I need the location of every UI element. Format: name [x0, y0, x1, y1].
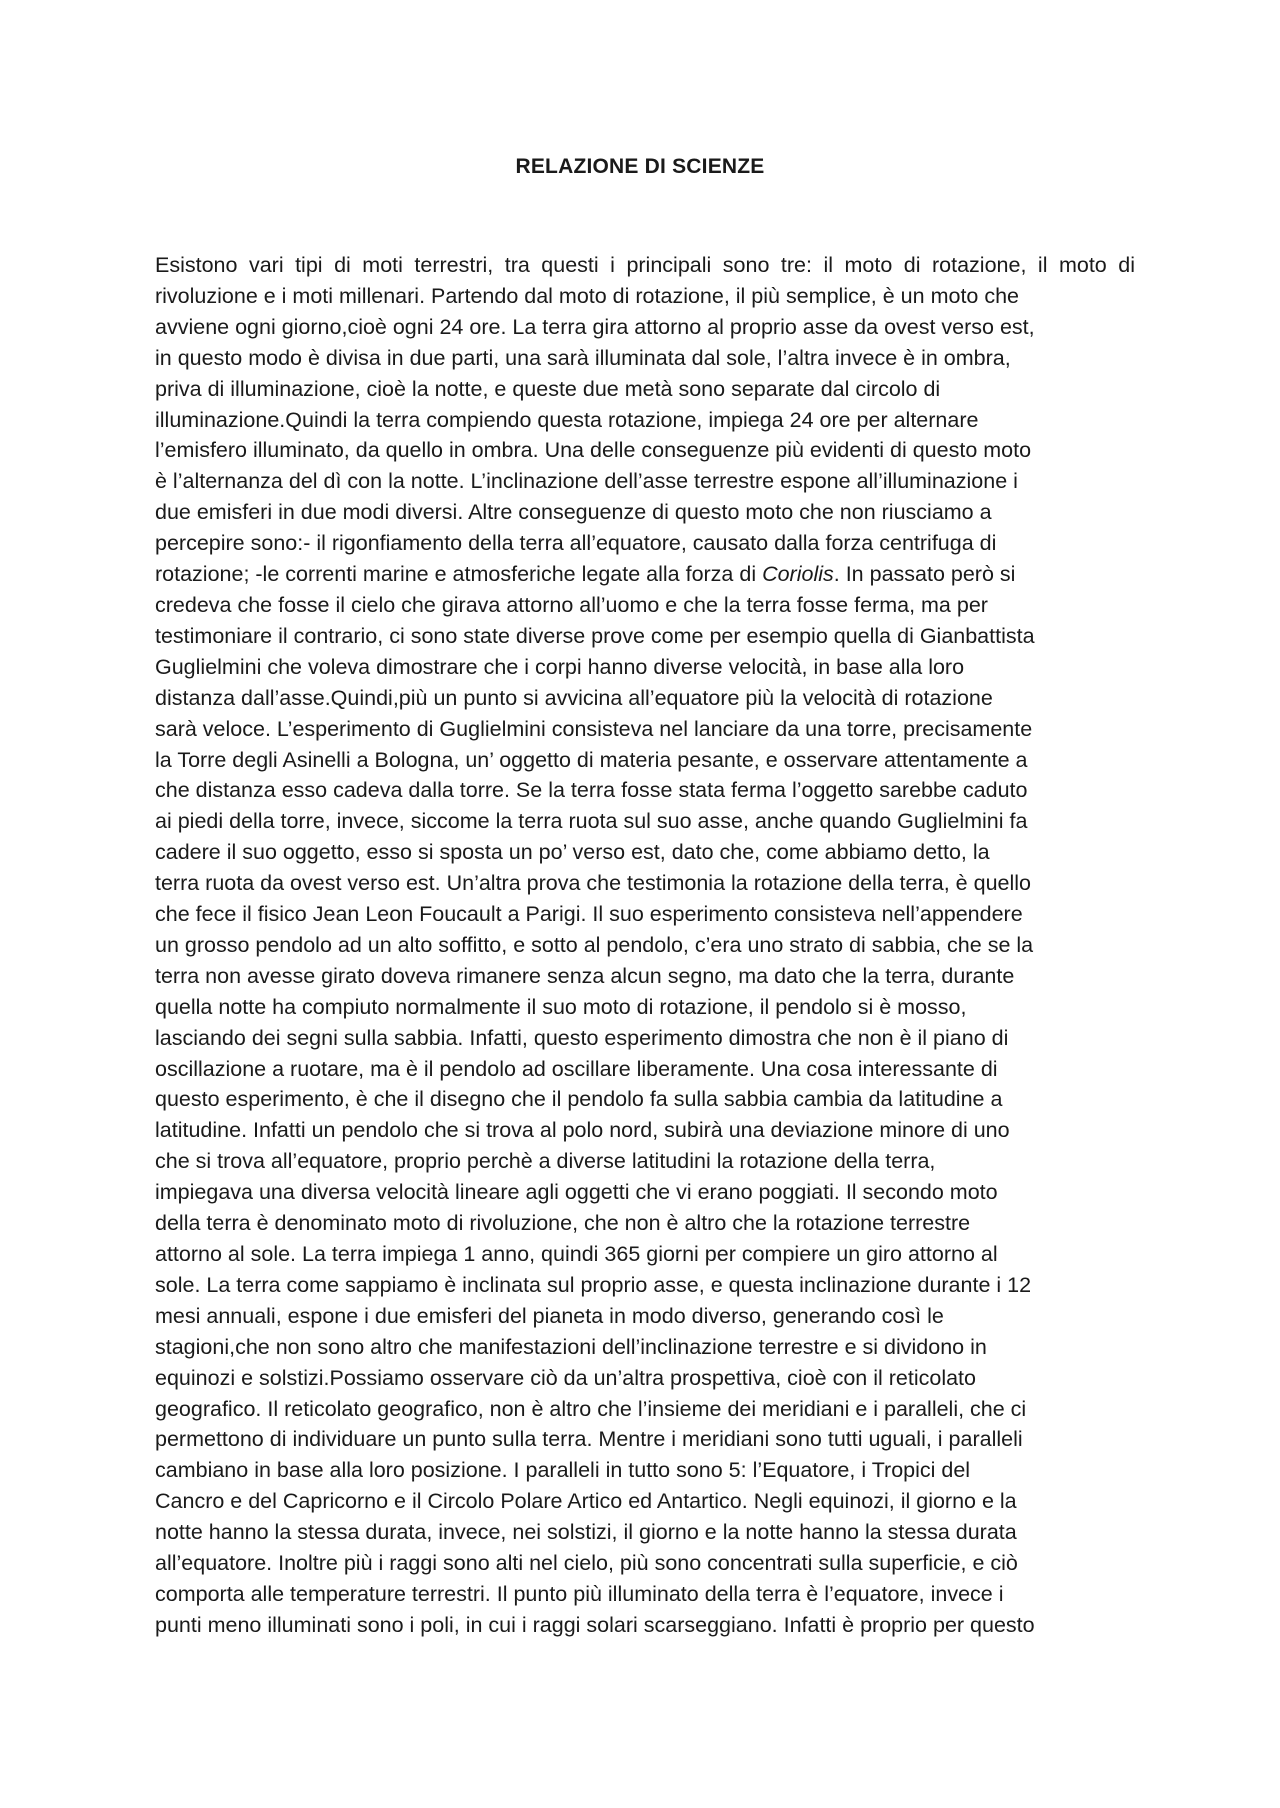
text-line: un grosso pendolo ad un alto soffitto, e sotto al pendolo, c’era uno strato di sabbia, che se la: [155, 932, 1034, 957]
text-line: ai piedi della torre, invece, siccome la terra ruota sul suo asse, anche quando Guglielmini fa: [155, 809, 1028, 834]
text-line: che si trova all’equatore, proprio perchè a diverse latitudini la rotazione della terra,: [155, 1149, 936, 1174]
text-line: oscillazione a ruotare, ma è il pendolo ad oscillare liberamente. Una cosa interessante di: [155, 1056, 998, 1081]
text-line: equinozi e solstizi.Possiamo osservare ciò da un’altra prospettiva, cioè con il reticolato: [155, 1365, 976, 1390]
text-line: che distanza esso cadeva dalla torre. Se la terra fosse stata ferma l’oggetto sarebbe caduto: [155, 778, 1028, 803]
text-line: della terra è denominato moto di rivoluzione, che non è altro che la rotazione terrestre: [155, 1211, 971, 1236]
text-segment: . In passato però si: [833, 562, 1016, 587]
text-line: cambiano in base alla loro posizione. I paralleli in tutto sono 5: l’Equatore, i Tropici del: [155, 1458, 971, 1483]
text-line: permettono di individuare un punto sulla terra. Mentre i meridiani sono tutti uguali, i paralleli: [155, 1427, 1023, 1452]
text-line: impiegava una diversa velocità lineare agli oggetti che vi erano poggiati. Il secondo moto: [155, 1180, 998, 1205]
text-line: avviene ogni giorno,cioè ogni 24 ore. La terra gira attorno al proprio asse da ovest verso est,: [155, 314, 1035, 339]
text-line: geografico. Il reticolato geografico, non è altro che l’insieme dei meridiani e i paralleli, che ci: [155, 1396, 1027, 1421]
italic-term: Coriolis: [762, 562, 834, 587]
text-line: rivoluzione e i moti millenari. Partendo dal moto di rotazione, il più semplice, è un moto che: [155, 283, 1020, 308]
text-line: questo esperimento, è che il disegno che il pendolo fa sulla sabbia cambia da latitudine a: [155, 1087, 1003, 1112]
text-line: due emisferi in due modi diversi. Altre conseguenze di questo moto che non riusciamo a: [155, 500, 992, 525]
page-title: RELAZIONE DI SCIENZE: [515, 155, 765, 178]
text-line: priva di illuminazione, cioè la notte, e queste due metà sono separate dal circolo di: [155, 376, 941, 401]
text-line: cadere il suo oggetto, esso si sposta un po’ verso est, dato che, come abbiamo detto, la: [155, 840, 990, 865]
text-line: notte hanno la stessa durata, invece, nei solstizi, il giorno e la notte hanno la stessa durata: [155, 1520, 1017, 1545]
text-line: sarà veloce. L’esperimento di Guglielmini consisteva nel lanciare da una torre, precisamente: [155, 716, 1033, 741]
text-line: comporta alle temperature terrestri. Il punto più illuminato della terra è l’equatore, invece i: [155, 1581, 1004, 1606]
text-line: stagioni,che non sono altro che manifestazioni dell’inclinazione terrestre e si dividono in: [155, 1334, 987, 1359]
text-line: lasciando dei segni sulla sabbia. Infatti, questo esperimento dimostra che non è il piano di: [155, 1025, 1009, 1050]
text-line: credeva che fosse il cielo che girava attorno all’uomo e che la terra fosse ferma, ma per: [155, 592, 988, 617]
text-line: attorno al sole. La terra impiega 1 anno, quindi 365 giorni per compiere un giro attorno al: [155, 1242, 998, 1266]
text-line: l’emisfero illuminato, da quello in ombra. Una delle conseguenze più evidenti di questo moto: [155, 438, 1032, 463]
text-line: mesi annuali, espone i due emisferi del pianeta in modo diverso, generando così le: [155, 1303, 944, 1328]
text-line: quella notte ha compiuto normalmente il suo moto di rotazione, il pendolo si è mosso,: [155, 994, 967, 1019]
text-line-coriolis: [155, 559, 1135, 590]
text-line: è l’alternanza del dì con la notte. L’inclinazione dell’asse terrestre espone all’illuminazione i: [155, 469, 1018, 494]
text-line: latitudine. Infatti un pendolo che si trova al polo nord, subirà una deviazione minore di uno: [155, 1118, 1010, 1143]
text-line: illuminazione.Quindi la terra compiendo questa rotazione, impiega 24 ore per alternare: [155, 407, 979, 432]
text-line: Cancro e del Capricorno e il Circolo Polare Artico ed Antartico. Negli equinozi, il giorno e la: [155, 1489, 1017, 1514]
text-line: terra ruota da ovest verso est. Un’altra prova che testimonia la rotazione della terra, è quello: [155, 871, 1031, 896]
text-segment: rotazione; -le correnti marine e atmosferiche legate alla forza di: [155, 562, 763, 587]
text-line: Esistono vari tipi di moti terrestri, tra questi i principali sono tre: il moto di rotazione, il moto di: [155, 253, 1135, 277]
text-line: testimoniare il contrario, ci sono state diverse prove come per esempio quella di Gianbattista: [155, 623, 1035, 648]
text-line: sole. La terra come sappiamo è inclinata sul proprio asse, e questa inclinazione durante i 12: [155, 1272, 1032, 1297]
body-text: [155, 250, 1135, 1641]
text-line: percepire sono:- il rigonfiamento della terra all’equatore, causato dalla forza centrifuga di: [155, 531, 997, 556]
text-line: la Torre degli Asinelli a Bologna, un’ oggetto di materia pesante, e osservare attentamente a: [155, 747, 1028, 772]
text-line: all’equatore. Inoltre più i raggi sono alti nel cielo, più sono concentrati sulla superficie, e ciò: [155, 1551, 1018, 1576]
text-line: distanza dall’asse.Quindi,più un punto si avvicina all’equatore più la velocità di rotazione: [155, 685, 993, 710]
text-line: in questo modo è divisa in due parti, una sarà illuminata dal sole, l’altra invece è in ombra,: [155, 345, 1011, 370]
text-line: che fece il fisico Jean Leon Foucault a Parigi. Il suo esperimento consisteva nell’appendere: [155, 902, 1023, 927]
text-line: punti meno illuminati sono i poli, in cui i raggi solari scarseggiano. Infatti è proprio per questo: [155, 1612, 1035, 1637]
text-line: terra non avesse girato doveva rimanere senza alcun segno, ma dato che la terra, durante: [155, 963, 1015, 988]
text-line: Guglielmini che voleva dimostrare che i corpi hanno diverse velocità, in base alla loro: [155, 654, 965, 679]
